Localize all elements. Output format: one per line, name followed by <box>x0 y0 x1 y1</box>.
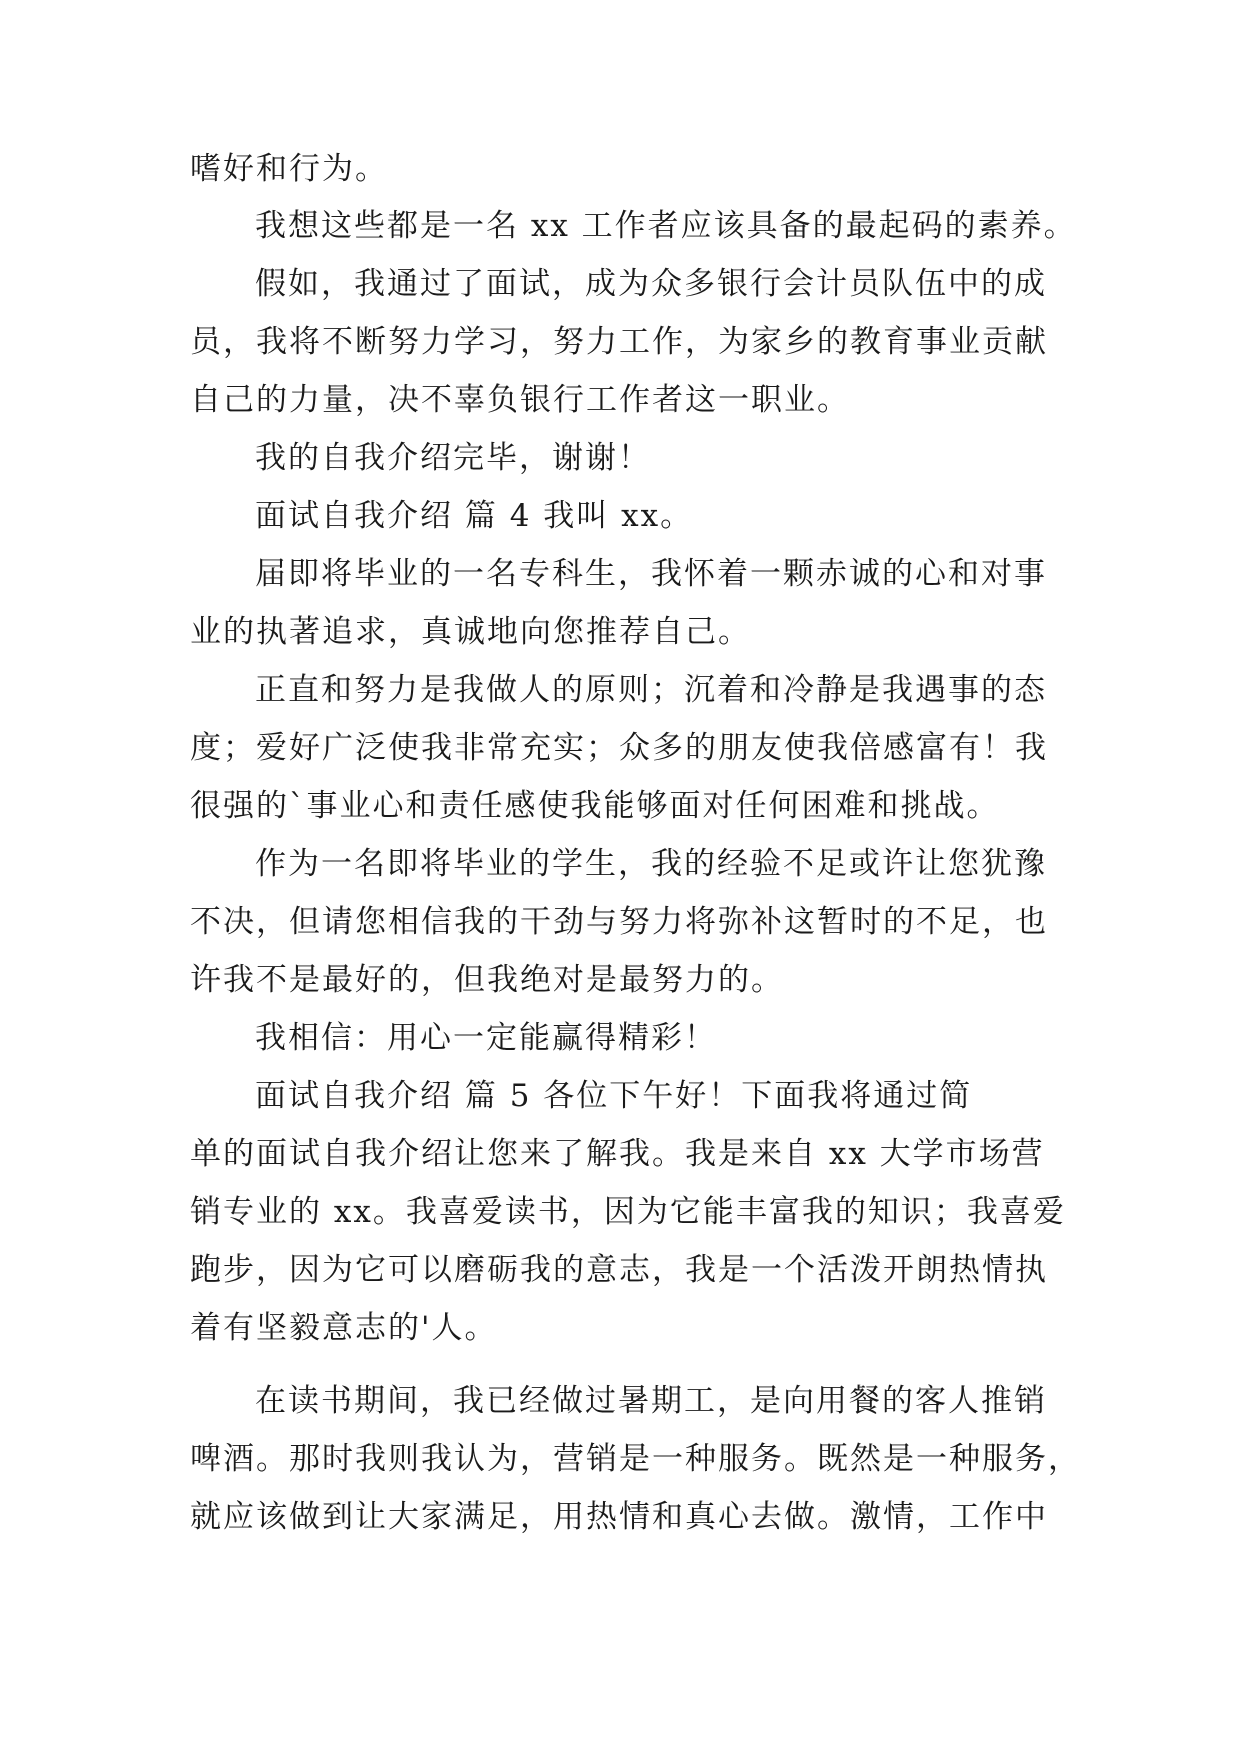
text-line: 许我不是最好的，但我绝对是最努力的。 <box>190 962 784 998</box>
text-line: 啤酒。那时我则我认为，营销是一种服务。既然是一种服务， <box>190 1441 1081 1477</box>
text-line: 度；爱好广泛使我非常充实；众多的朋友使我倍感富有！我 <box>190 730 1048 766</box>
text-line: 销专业的 xx。我喜爱读书，因为它能丰富我的知识；我喜爱 <box>190 1194 1066 1230</box>
text-line: 不决，但请您相信我的干劲与努力将弥补这暂时的不足，也 <box>190 904 1048 940</box>
text-line: 着有坚毅意志的'人。 <box>190 1310 498 1346</box>
text-line: 假如，我通过了面试，成为众多银行会计员队伍中的成 <box>255 266 1047 302</box>
text-line: 我的自我介绍完毕，谢谢！ <box>255 440 651 476</box>
text-line: 很强的`事业心和责任感使我能够面对任何困难和挑战。 <box>190 788 1000 824</box>
text-line: 自己的力量，决不辜负银行工作者这一职业。 <box>190 382 850 418</box>
text-line: 在读书期间，我已经做过暑期工，是向用餐的客人推销 <box>255 1383 1047 1419</box>
text-line: 单的面试自我介绍让您来了解我。我是来自 xx 大学市场营 <box>190 1136 1045 1172</box>
section-heading: 面试自我介绍 篇 4 我叫 xx。 <box>255 498 694 534</box>
text-line: 就应该做到让大家满足，用热情和真心去做。激情，工作中 <box>190 1499 1048 1535</box>
text-line: 我相信：用心一定能赢得精彩！ <box>255 1020 717 1056</box>
text-line: 我想这些都是一名 xx 工作者应该具备的最起码的素养。 <box>255 208 1077 244</box>
text-line: 正直和努力是我做人的原则；沉着和冷静是我遇事的态 <box>255 672 1047 708</box>
text-line: 跑步，因为它可以磨砺我的意志，我是一个活泼开朗热情执 <box>190 1252 1048 1288</box>
text-line: 业的执著追求，真诚地向您推荐自己。 <box>190 614 751 650</box>
text-line: 员，我将不断努力学习，努力工作，为家乡的教育事业贡献 <box>190 324 1048 360</box>
text-line: 嗜好和行为。 <box>190 151 388 187</box>
section-heading: 面试自我介绍 篇 5 各位下午好！下面我将通过简 <box>255 1078 973 1114</box>
text-line: 届即将毕业的一名专科生，我怀着一颗赤诚的心和对事 <box>255 556 1047 592</box>
text-line: 作为一名即将毕业的学生，我的经验不足或许让您犹豫 <box>255 846 1047 882</box>
